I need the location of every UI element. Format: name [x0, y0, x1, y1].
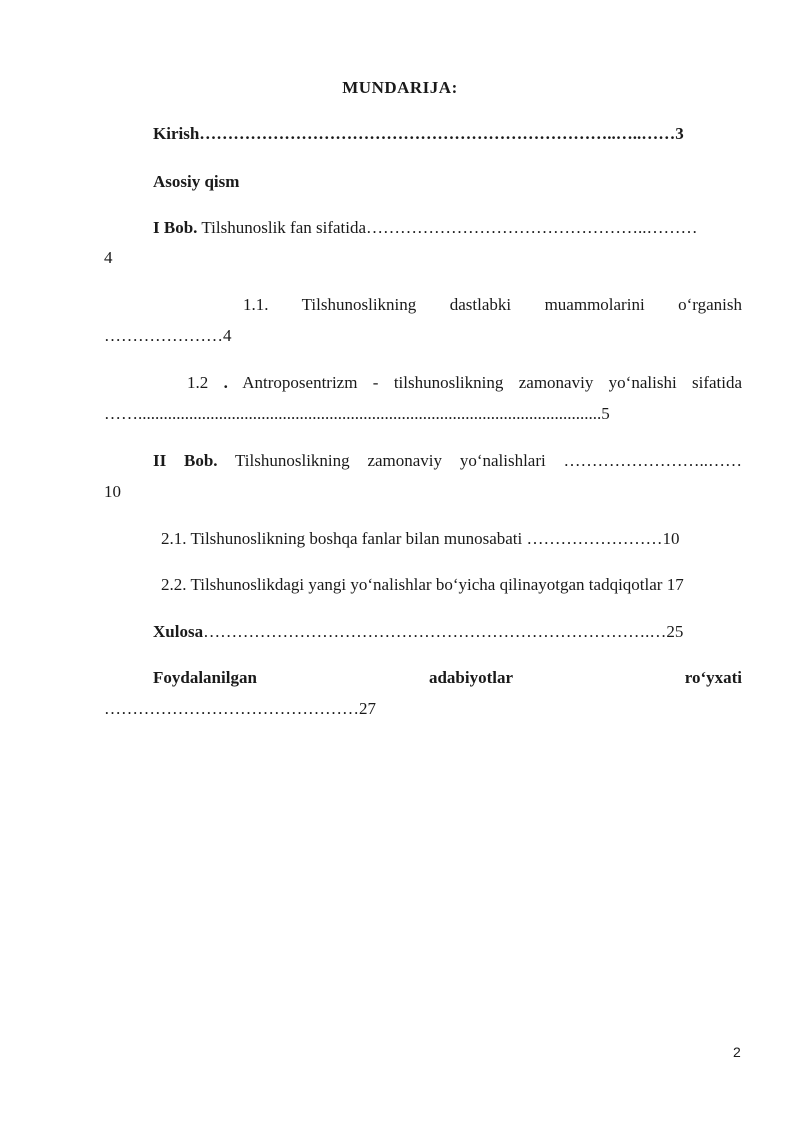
toc-word: sifatida [692, 373, 743, 392]
toc-entry-adabiyotlar [153, 668, 742, 688]
toc-page: 10 [662, 529, 680, 548]
toc-word: - [372, 373, 379, 392]
toc-entry-2-1 [161, 529, 680, 549]
toc-text: 2.2. Tilshunoslikdagi yangi yo‘nalishlar bo‘yicha qilinayotgan tadqiqotlar [161, 575, 663, 594]
toc-word: . [223, 373, 228, 392]
toc-entry-xulosa [153, 622, 683, 642]
toc-label: II Bob. [153, 451, 218, 470]
toc-entry-kirish [153, 124, 684, 144]
toc-dots: …………………………………………..……… [366, 218, 698, 237]
toc-word: muammolarini [544, 295, 645, 314]
toc-label: I Bob. [153, 218, 198, 237]
toc-entry-1-1-cont [104, 326, 232, 346]
toc-num: 1.2 [187, 373, 209, 392]
toc-entry-1-1 [243, 295, 742, 315]
toc-word: o‘rganish [678, 295, 743, 314]
toc-word: yo‘nalishi [608, 373, 677, 392]
toc-dots: ……………………………………… [104, 699, 359, 718]
toc-entry-adabiyotlar-cont [104, 699, 376, 719]
toc-dots: ………………… [104, 326, 223, 345]
toc-page: 4 [104, 248, 113, 267]
toc-dots: …………………………………………………………………….… [203, 622, 667, 641]
toc-entry-bob1 [153, 218, 698, 238]
toc-word: yo‘nalishlari [459, 451, 546, 470]
toc-entry-bob2 [153, 451, 742, 471]
toc-label: Xulosa [153, 622, 204, 641]
toc-label: Kirish [153, 124, 200, 143]
toc-text: Tilshunoslik fan sifatida [201, 218, 367, 237]
toc-word: ro‘yxati [684, 668, 743, 687]
toc-word: zamonaviy [518, 373, 594, 392]
toc-entry-2-2 [161, 575, 684, 595]
toc-entry-1-2 [187, 373, 742, 393]
toc-word: tilshunoslikning [393, 373, 504, 392]
toc-num: 1.1. [243, 295, 269, 314]
toc-word: Foydalanilgan [153, 668, 257, 687]
toc-word: adabiyotlar [428, 668, 513, 687]
toc-section-heading: Asosiy qism [153, 172, 240, 191]
toc-page: 5 [601, 404, 610, 423]
toc-page: 4 [223, 326, 232, 345]
toc-word: Tilshunoslikning [235, 451, 350, 470]
toc-entry-1-2-cont [104, 404, 744, 424]
toc-page: 27 [359, 699, 376, 718]
toc-text: 2.1. Tilshunoslikning boshqa fanlar bilan munosabati [161, 529, 523, 548]
toc-dots: ……............................................................................................................. [104, 404, 602, 423]
toc-page: 3 [675, 124, 684, 143]
toc-dots: …………………… [526, 529, 663, 548]
toc-word: Tilshunoslikning [301, 295, 417, 314]
toc-page: 10 [104, 482, 121, 501]
toc-page: 17 [666, 575, 684, 594]
toc-word: Antroposentrizm [242, 373, 358, 392]
toc-page: 25 [666, 622, 684, 641]
page-number: 2 [733, 1044, 741, 1060]
toc-word: dastlabki [449, 295, 512, 314]
toc-dots: ………………………………………………………………..…..…… [199, 124, 676, 143]
toc-dots: ……………………..…… [563, 451, 743, 470]
page-title: MUNDARIJA: [342, 78, 458, 97]
toc-word: zamonaviy [367, 451, 443, 470]
